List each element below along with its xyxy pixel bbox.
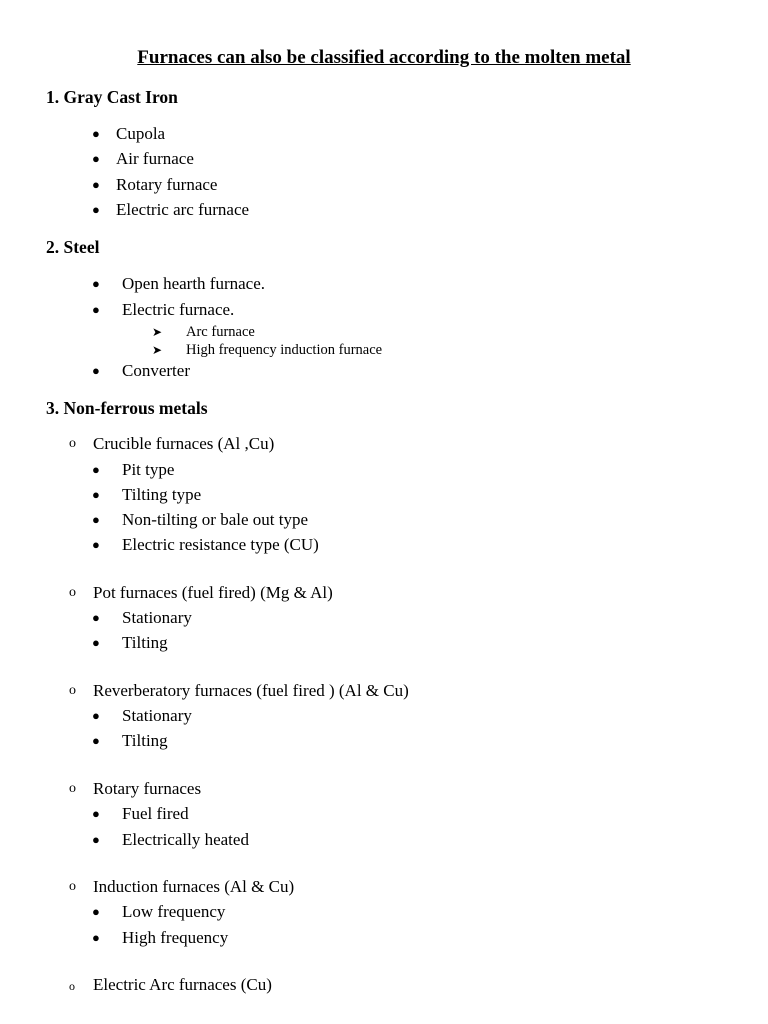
bullet-icon: ● — [92, 302, 100, 317]
group-label: Induction furnaces (Al & Cu) — [93, 877, 295, 896]
list-item: Electric furnace. — [122, 300, 235, 319]
bullet-icon: ● — [92, 635, 100, 650]
list-item: Fuel fired — [122, 804, 189, 823]
list-item: Stationary — [122, 706, 192, 725]
bullet-icon: ● — [92, 832, 100, 847]
bullet-icon: ● — [92, 610, 100, 625]
section-heading: 1. Gray Cast Iron — [46, 87, 178, 107]
bullet-icon: ● — [92, 151, 100, 166]
list-item: Tilting type — [122, 485, 202, 504]
list-item: Non-tilting or bale out type — [122, 510, 309, 529]
arrow-bullet-icon: ➤ — [152, 343, 163, 357]
bullet-icon: ● — [92, 276, 100, 291]
bullet-icon: ● — [92, 126, 100, 141]
list-item: Electric resistance type (CU) — [122, 535, 319, 554]
bullet-icon: ● — [92, 177, 100, 192]
list-item: Rotary furnace — [116, 175, 218, 194]
circle-bullet-icon: o — [69, 436, 76, 451]
list-item: Electrically heated — [122, 830, 249, 849]
bullet-icon: ● — [92, 512, 100, 527]
list-item: Cupola — [116, 124, 166, 143]
list-item: Converter — [122, 361, 190, 380]
list-item: Low frequency — [122, 902, 226, 921]
group-label: Crucible furnaces (Al ,Cu) — [93, 434, 275, 453]
bullet-icon: ● — [92, 537, 100, 552]
bullet-icon: ● — [92, 462, 100, 477]
bullet-icon: ● — [92, 930, 100, 945]
section-heading: 2. Steel — [46, 237, 100, 257]
bullet-icon: ● — [92, 806, 100, 821]
bullet-icon: ● — [92, 708, 100, 723]
bullet-icon: ● — [92, 733, 100, 748]
group-label: Rotary furnaces — [93, 779, 202, 798]
list-item: High frequency — [122, 928, 229, 947]
bullet-icon: ● — [92, 363, 100, 378]
circle-bullet-icon: o — [69, 781, 76, 796]
list-item: Stationary — [122, 608, 192, 627]
group-label: Pot furnaces (fuel fired) (Mg & Al) — [93, 583, 333, 602]
circle-bullet-icon: o — [69, 683, 76, 698]
page-title: Furnaces can also be classified according to the molten metal — [137, 47, 631, 68]
list-item: Pit type — [122, 460, 175, 479]
list-item: Tilting — [122, 731, 168, 750]
bullet-icon: ● — [92, 487, 100, 502]
group-label: Electric Arc furnaces (Cu) — [93, 975, 272, 994]
section-heading: 3. Non-ferrous metals — [46, 398, 208, 418]
sub-list-item: Arc furnace — [186, 324, 255, 340]
group-label: Reverberatory furnaces (fuel fired ) (Al & Cu) — [93, 681, 409, 700]
circle-bullet-icon: o — [69, 979, 75, 993]
sub-list-item: High frequency induction furnace — [186, 342, 383, 358]
bullet-icon: ● — [92, 904, 100, 919]
list-item: Open hearth furnace. — [122, 274, 266, 293]
circle-bullet-icon: o — [69, 879, 76, 894]
arrow-bullet-icon: ➤ — [152, 325, 163, 339]
bullet-icon: ● — [92, 202, 100, 217]
circle-bullet-icon: o — [69, 585, 76, 600]
list-item: Air furnace — [116, 149, 194, 168]
list-item: Tilting — [122, 633, 168, 652]
list-item: Electric arc furnace — [116, 200, 250, 219]
